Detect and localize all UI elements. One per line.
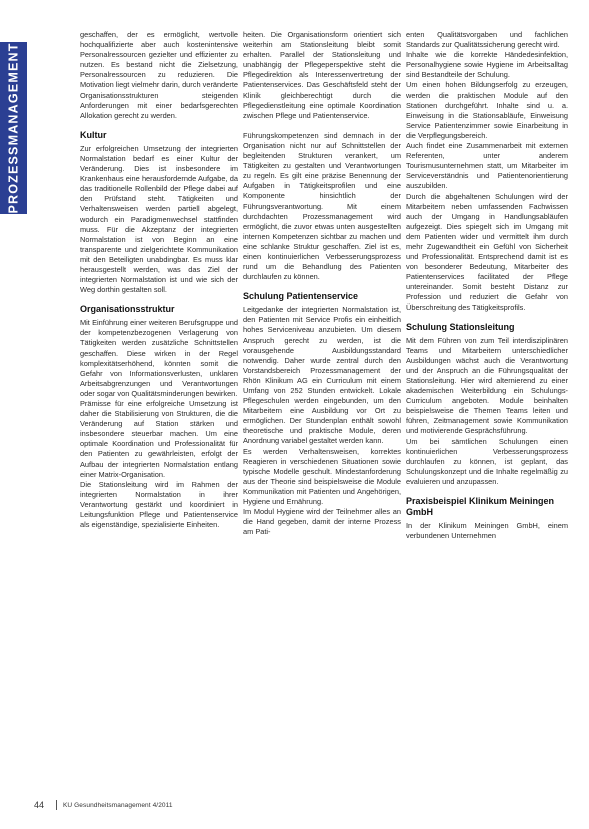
paragraph: Mit dem Führen von zum Teil interdisziplinären Teams und Mitarbeitern unterschiedlicher Ausbildungen wächst auch die Verantwortung und der Anspruch an die Führungsqualität der Stationsleitung. Hier wird alternierend zu einer akademischen Weiterbildung ein Schulungs-Curriculum angeboten. Module beinhalten beispielsweise die Themen Teams leiten und führen, Zeitmanagement sowie Kommunikation und motivierende Gesprächsführung.: [406, 335, 568, 436]
paragraph: Auch findet eine Zusammenarbeit mit externen Referenten, unter anderem Tourismusunternehmen statt, um Mitarbeiter im Serviceverständnis und Patientenorientierung auszubilden.: [406, 141, 568, 191]
heading-organisationsstruktur: Organisationsstruktur: [80, 304, 175, 315]
heading-schulung-stationsleitung: Schulung Stationsleitung: [406, 321, 515, 332]
paragraph: Führungskompetenzen sind demnach in der Organisation nicht nur auf Schnittstellen der begleitenden Strukturen verankert, um Tätigkeiten zu gestalten und Verantwortungen zu regeln. Es gilt eine präzise Benennung der Aufgaben in Tätigkeitsprofilen und eine Komponente hinsichtlich der Führungsverantwortung. Mit einem durchdachten Prozessmanagement wird ermöglicht, die zuvor etwas unten ausgestellten internen Kompetenzen sichtbar zu machen und eine schlanke Struktur geschaffen. Ziel ist es, einen kontinuierlichen Verbesserungsprozess rund um die Behandlung des Patienten durchlaufen zu können.: [243, 130, 401, 282]
heading-praxisbeispiel: Praxisbeispiel Klinikum Meiningen GmbH: [406, 496, 555, 518]
paragraph: Um bei sämtlichen Schulungen einen kontinuierlichen Verbesserungsprozess durchlaufen zu können, ist geplant, das Schulungskonzept und die Inhalte regelmäßig zu evaluieren und anzupassen.: [406, 436, 568, 486]
paragraph: heiten. Die Organisationsform orientiert sich weiterhin am Stationsleitung bleibt somit erhalten. Parallel der Stationsleitung und unabhängig der Pflegeperspektive steht die Pflegedirektion als Interessenvertretung der Patientenservices. Das Geschäftsfeld steht der Klinik gleichberechtigt durch die Pflegedienstleitung eine optimale Koordination zwischen Pflege und Patientenservice.: [243, 30, 401, 120]
paragraph: geschaffen, der es ermöglicht, wertvolle hochqualifizierte aber auch kostenintensive Personalressourcen gezielter und effizienter zu nutzen. Es bestand nicht die Zielsetzung, Personalressourcen zu reduzieren. Die Motivation liegt vielmehr darin, durch veränderte Organisationsstrukturen steigenden Anforderungen mit einer bedarfsgerechten Allokation gerecht zu werden.: [80, 30, 238, 120]
section-label: PROZESSMANAGEMENT: [6, 42, 21, 214]
paragraph: Zur erfolgreichen Umsetzung der integrierten Normalstation bedarf es einer Kultur der Veränderung. Dies ist insbesondere im Krankenhaus eine herausfordernde Aufgabe, da das traditionelle Rollenbild der Pflege dabei auf den Prüfstand steht. Tätigkeiten und Verhaltensweisen werden partiell abgelegt, wodurch ein Paradigmenwechsel stattfinden muss. Für die Akzeptanz der integrierten Normalstation ist von Beginn an eine transparente und zielgerichtete Kommunikation mit den Beteiligten unabdingbar. Es muss klar herausgestellt werden, was das Ziel der integrierten Normalstation ist und wie sich der Weg dorthin gestalten soll.: [80, 143, 238, 295]
heading-kultur: Kultur: [80, 129, 107, 140]
page-number: 44: [34, 800, 45, 810]
paragraph: Um einen hohen Bildungserfolg zu erzeugen, werden die praktischen Module auf den Stationen durchgeführt. Inhalte sind u. a. Einweisung in die Stationsabläufe, Einweisung Service Patientenzimmer sowie Einarbeitung in die Verpflegungsbereich.: [406, 80, 568, 140]
heading-schulung-patientenservice: Schulung Patientenservice: [243, 291, 359, 302]
paragraph: Es werden Verhaltensweisen, korrektes Reagieren in verschiedenen Situationen sowie typische Modelle geschult. Mindestanforderung aus der Theorie sind beispielsweise die Module Kommunikation mit Patienten und Angehörigen, Hygiene und Ernährung.: [243, 446, 401, 507]
section-side-tab: [0, 42, 27, 214]
paragraph: Die Stationsleitung wird im Rahmen der integrierten Normalstation in ihrer Verantwortung gestärkt und koordiniert in Leitungsfunktion Pflege und Patientenservice als eigenständige, spezialisierte Einheiten.: [80, 479, 238, 530]
paragraph: Mit Einführung einer weiteren Berufsgruppe und der kompetenzbezogenen Verlagerung von Tätigkeiten werden zusätzliche Schnittstellen geschaffen. Diese wirken in der Regel komplexitätserhöhend, könnten somit die Gefahr von Informationsverlusten, unklaren Arbeitsabgrenzungen und Verantwortungen oder sogar von Qualitätsminderungen bewirken.: [80, 318, 238, 398]
paragraph: Prämisse für eine erfolgreiche Umsetzung ist daher die Stabilisierung von Strukturen, die die Veränderung auf Station stärken und insbesondere steuerbar machen. Um eine optimale Koordination und Professionalität für den Patienten zu gewährleisten, erfolgt der Aufbau der integrierten Normalstation entlang einer Matrix-Organisation.: [80, 399, 238, 479]
paragraph: Durch die abgehaltenen Schulungen wird der Mitarbeitern neben umfassenden Fachwissen auch der Umgang in Handlungsabläufen aufgezeigt. Dies spiegelt sich im Umgang mit dem Patienten wider und vermittelt ihm durch mehr Zugewandtheit ein Gefühl von Sicherheit und Professionalität. Entsprechend damit ist es von besonderer Bedeutung, Mitarbeiter des Patientenservices facilitated der Pflege untereinander. Somit besteht Distanz zur Profession und reduziert die Gefahr von Überschreitung des Tätigkeitsprofils.: [406, 191, 568, 312]
footer-divider: [56, 800, 57, 810]
paragraph: enten Qualitätsvorgaben und fachlichen Standards zur Qualitätssicherung gerecht wird.: [406, 30, 568, 50]
text-column-3: [406, 30, 568, 541]
publication-name: KU Gesundheitsmanagement 4/2011: [63, 801, 173, 809]
paragraph: Im Modul Hygiene wird der Teilnehmer alles an die Hand gegeben, damit der interne Prozess am Pati-: [243, 507, 401, 537]
paragraph: Inhalte wie die korrekte Händedesinfektion, Personalhygiene sowie Hygiene im Arbeitsalltag sind Bestandteile der Schulung.: [406, 50, 568, 80]
text-column-1: [80, 30, 238, 530]
page-footer: [34, 799, 334, 811]
text-column-2: [243, 30, 401, 537]
paragraph: In der Klinikum Meiningen GmbH, einem verbundenen Unternehmen: [406, 521, 568, 541]
paragraph: Leitgedanke der integrierten Normalstation ist, den Patienten mit Service Profis ein einheitlich hohes Serviceniveau anzubieten. Um diesem Anspruch gerecht zu werden, ist die vorausgehende Ausbildungsstandard notwendig. Daher wurde zentral durch den Vorstandsbereich Prozessmanagement der Rhön Klinikum AG ein Curriculum mit einem Umfang von 252 Stunden entwickelt. Lokale Pflegeschulen werden eingebunden, um den Mitarbeitern eine Ausbildung vor Ort zu ermöglichen. Der Stundenplan enthält sowohl theoretische und praktische Module, deren Anordnung variabel gestaltet werden kann.: [243, 305, 401, 446]
